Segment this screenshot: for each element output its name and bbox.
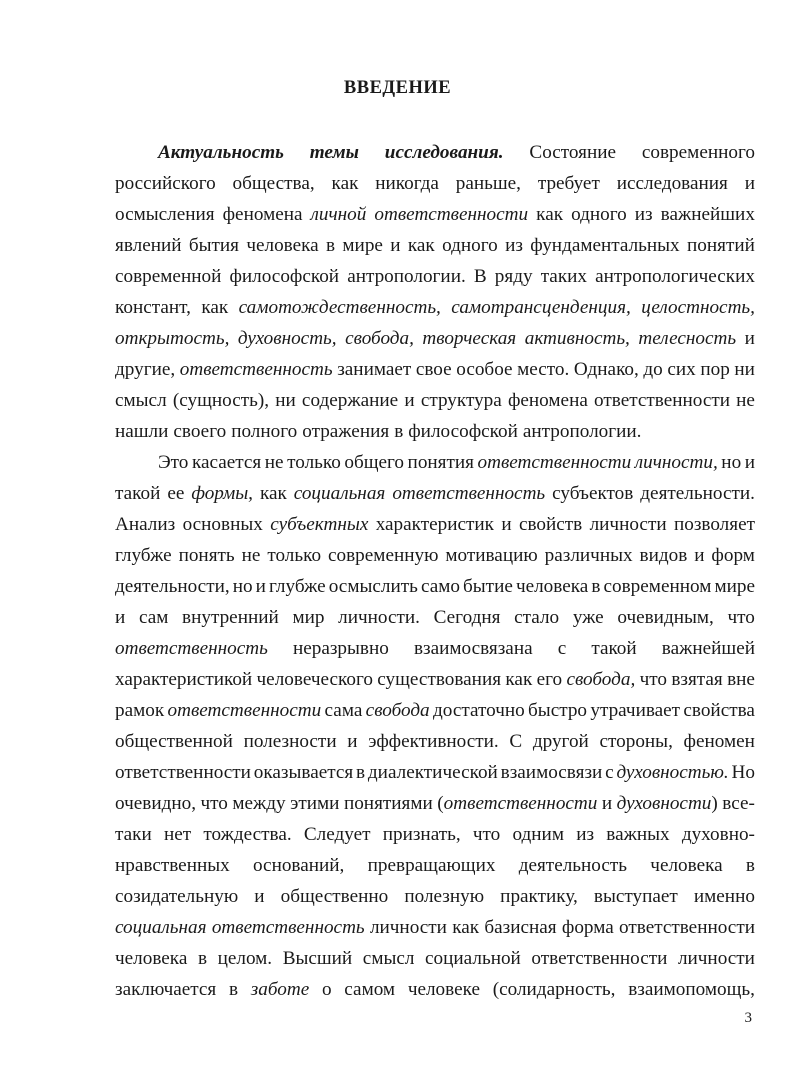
word: и bbox=[347, 731, 358, 752]
section-heading: ВВЕДЕНИЕ bbox=[343, 78, 452, 98]
word: деятельности. bbox=[640, 483, 755, 504]
word: духовно- bbox=[681, 824, 755, 845]
word: сам bbox=[138, 607, 169, 628]
emphasis-word: заботе bbox=[250, 979, 310, 1000]
word: антропологии. bbox=[522, 421, 642, 442]
word: внутренний bbox=[182, 607, 279, 628]
word: не bbox=[736, 390, 755, 411]
word: общественной bbox=[115, 731, 233, 752]
word: этими bbox=[290, 793, 340, 814]
word: что bbox=[727, 607, 755, 628]
word: с bbox=[605, 762, 614, 783]
word: в bbox=[591, 576, 601, 597]
emphasis-word: личности, bbox=[634, 452, 718, 473]
word: В bbox=[473, 266, 487, 287]
word: деятельность bbox=[518, 855, 628, 876]
text-line bbox=[115, 168, 755, 199]
word: полного bbox=[231, 421, 298, 442]
word: и bbox=[601, 793, 613, 814]
word: фундаментальных bbox=[530, 235, 680, 256]
word: человека bbox=[515, 576, 589, 597]
word: место. bbox=[517, 359, 570, 380]
text-line bbox=[115, 540, 755, 571]
word: бытия bbox=[188, 235, 239, 256]
emphasis-word: социальная bbox=[293, 483, 386, 504]
word: тождества. bbox=[203, 824, 292, 845]
word: человека bbox=[246, 235, 319, 256]
text-line bbox=[115, 323, 755, 354]
text-line bbox=[115, 385, 755, 416]
emphasis-word: духовностью. bbox=[616, 762, 729, 783]
emphasis-word: ответственности bbox=[477, 452, 632, 473]
word: важных bbox=[606, 824, 670, 845]
word: антропологии. bbox=[347, 266, 466, 287]
word: философской bbox=[229, 266, 340, 287]
word: форм bbox=[711, 545, 755, 566]
word: современной bbox=[115, 266, 222, 287]
emphasis-word: ответственности bbox=[167, 700, 322, 721]
word: современного bbox=[641, 142, 755, 163]
word: в bbox=[745, 855, 755, 876]
word: рамок bbox=[115, 700, 165, 721]
text-line bbox=[115, 416, 755, 447]
word: Но bbox=[731, 762, 755, 783]
text-line bbox=[115, 819, 755, 850]
word: бытие bbox=[463, 576, 513, 597]
word: между bbox=[232, 793, 286, 814]
emphasis-word: духовность, bbox=[237, 328, 337, 349]
word: и bbox=[744, 328, 755, 349]
word: сама bbox=[324, 700, 363, 721]
word: ни bbox=[734, 359, 755, 380]
word: осмысления bbox=[115, 204, 215, 225]
word: как bbox=[536, 204, 564, 225]
word: (сущность), bbox=[172, 390, 270, 411]
word: что bbox=[200, 793, 228, 814]
word: его bbox=[536, 669, 563, 690]
word: личности bbox=[589, 514, 667, 535]
word: важнейшей bbox=[661, 638, 755, 659]
word: феномена bbox=[222, 204, 303, 225]
word: но bbox=[232, 576, 253, 597]
word: ответственности bbox=[594, 390, 730, 411]
word: о bbox=[321, 979, 332, 1000]
emphasis-word: свобода, bbox=[566, 669, 636, 690]
text-line bbox=[115, 788, 755, 819]
word: мир bbox=[292, 607, 325, 628]
word: стороны, bbox=[599, 731, 673, 752]
word: касается bbox=[191, 452, 262, 473]
word: характеристикой bbox=[115, 669, 253, 690]
word: именно bbox=[693, 886, 755, 907]
emphasis-word: духовности bbox=[616, 793, 712, 814]
word: Однако, bbox=[573, 359, 639, 380]
text-line bbox=[115, 509, 755, 540]
word: общего bbox=[344, 452, 405, 473]
word: не bbox=[264, 452, 284, 473]
word: свойств bbox=[518, 514, 583, 535]
text-line bbox=[115, 726, 755, 757]
emphasis-word: целостность, bbox=[641, 297, 755, 318]
word-group bbox=[437, 788, 597, 819]
word: общественно bbox=[280, 886, 389, 907]
word: практику, bbox=[500, 886, 578, 907]
word: Состояние bbox=[529, 142, 617, 163]
word: констант, bbox=[115, 297, 191, 318]
text-line bbox=[115, 912, 755, 943]
word: ( bbox=[437, 793, 444, 814]
word: нравственных bbox=[115, 855, 230, 876]
word: субъектов bbox=[552, 483, 634, 504]
text-line bbox=[115, 230, 755, 261]
word: диалектической bbox=[367, 762, 498, 783]
word: важнейших bbox=[660, 204, 755, 225]
word: что bbox=[639, 669, 667, 690]
word: признать, bbox=[382, 824, 461, 845]
word: в bbox=[197, 948, 207, 969]
word: личности. bbox=[338, 607, 420, 628]
word: с bbox=[557, 638, 567, 659]
emphasis-word: субъектных bbox=[270, 514, 369, 535]
word: смысл bbox=[362, 948, 415, 969]
word: базисная bbox=[484, 917, 557, 938]
word: явлений bbox=[115, 235, 182, 256]
emphasis-word: ответственность bbox=[392, 483, 546, 504]
text-line bbox=[115, 664, 755, 695]
word: ответственности bbox=[115, 762, 251, 783]
word: ее bbox=[167, 483, 185, 504]
word: утрачивает bbox=[590, 700, 681, 721]
text-line bbox=[115, 199, 755, 230]
word: только bbox=[287, 452, 341, 473]
word: взаимосвязана bbox=[413, 638, 533, 659]
word: характеристик bbox=[375, 514, 494, 535]
word: никогда bbox=[375, 173, 439, 194]
word: в bbox=[326, 235, 336, 256]
emphasis-word: самотождественность, bbox=[238, 297, 441, 318]
word: позволяет bbox=[673, 514, 755, 535]
emphasis-word: социальная bbox=[115, 917, 207, 938]
word: и bbox=[254, 886, 265, 907]
word: ) bbox=[711, 793, 718, 814]
text-line bbox=[115, 633, 755, 664]
word: Анализ bbox=[115, 514, 176, 535]
word: отражения bbox=[302, 421, 390, 442]
word: не bbox=[241, 545, 261, 566]
word: человеке bbox=[407, 979, 480, 1000]
word: другие, bbox=[115, 359, 176, 380]
word: исследования bbox=[616, 173, 728, 194]
word: занимает bbox=[337, 359, 412, 380]
word: социальной bbox=[425, 948, 521, 969]
word: философской bbox=[408, 421, 518, 442]
emphasis-word: личной bbox=[310, 204, 367, 225]
emphasis-word: открытость, bbox=[115, 328, 230, 349]
word: как bbox=[505, 669, 533, 690]
word: взятая bbox=[671, 669, 723, 690]
word: существования bbox=[377, 669, 502, 690]
word: такой bbox=[591, 638, 637, 659]
word: созидательную bbox=[115, 886, 239, 907]
word: как bbox=[201, 297, 229, 318]
word: сих bbox=[667, 359, 696, 380]
word: С bbox=[509, 731, 523, 752]
word: превращающих bbox=[367, 855, 496, 876]
text-line bbox=[115, 292, 755, 323]
text-line bbox=[115, 478, 755, 509]
word: различных bbox=[544, 545, 633, 566]
text-line bbox=[115, 137, 755, 168]
word: другой bbox=[532, 731, 589, 752]
word: человека bbox=[115, 948, 188, 969]
word: заключается bbox=[115, 979, 217, 1000]
word: вне bbox=[727, 669, 755, 690]
text-line bbox=[115, 974, 755, 1005]
word: человека bbox=[650, 855, 723, 876]
word: как bbox=[407, 235, 435, 256]
emphasis-word: ответственности bbox=[443, 793, 598, 814]
word: феномена bbox=[507, 390, 588, 411]
word: ответственности bbox=[619, 917, 755, 938]
word: и bbox=[115, 607, 126, 628]
word: личности bbox=[677, 948, 755, 969]
word: очевидным, bbox=[617, 607, 714, 628]
word: понятиями bbox=[343, 793, 433, 814]
word: само bbox=[420, 576, 460, 597]
word: содержание bbox=[301, 390, 399, 411]
text-line bbox=[115, 354, 755, 385]
emphasis-word: формы, bbox=[191, 483, 253, 504]
word: из bbox=[634, 204, 653, 225]
word: одного bbox=[571, 204, 627, 225]
word: и bbox=[744, 452, 755, 473]
emphasis-word: свобода bbox=[365, 700, 430, 721]
word: таких bbox=[540, 266, 588, 287]
word: мире bbox=[714, 576, 755, 597]
text-line bbox=[115, 695, 755, 726]
word: антропологических bbox=[595, 266, 755, 287]
word: видов bbox=[639, 545, 688, 566]
word: неразрывно bbox=[292, 638, 389, 659]
word: ответственности bbox=[531, 948, 668, 969]
word: очевидно, bbox=[115, 793, 197, 814]
word: как bbox=[452, 917, 480, 938]
word: глубже bbox=[115, 545, 172, 566]
word: в bbox=[356, 762, 366, 783]
word: пор bbox=[700, 359, 730, 380]
word: раньше, bbox=[455, 173, 521, 194]
word: и bbox=[744, 173, 755, 194]
emphasis-word: ответственность bbox=[115, 638, 268, 659]
word: как bbox=[331, 173, 359, 194]
emphasis-word: ответственность bbox=[211, 917, 365, 938]
word: мотивацию bbox=[445, 545, 538, 566]
text-line bbox=[115, 602, 755, 633]
body-text bbox=[115, 137, 755, 1005]
word: понять bbox=[178, 545, 235, 566]
word: своего bbox=[173, 421, 227, 442]
emphasis-word: телесность bbox=[638, 328, 737, 349]
word: такой bbox=[115, 483, 161, 504]
text-line bbox=[115, 757, 755, 788]
page-number: 3 bbox=[744, 1010, 752, 1026]
text-line bbox=[115, 850, 755, 881]
word: феномен bbox=[683, 731, 755, 752]
emphasis-word: исследования. bbox=[384, 142, 504, 163]
word: личности bbox=[369, 917, 447, 938]
word: и bbox=[390, 235, 401, 256]
emphasis-word: темы bbox=[309, 142, 359, 163]
word: свойства bbox=[683, 700, 755, 721]
word: быстро bbox=[528, 700, 588, 721]
word: взаимосвязи bbox=[500, 762, 603, 783]
word: ни bbox=[275, 390, 296, 411]
word: деятельности, bbox=[115, 576, 230, 597]
word: Это bbox=[158, 452, 189, 473]
word: и bbox=[694, 545, 705, 566]
word: оказывается bbox=[253, 762, 354, 783]
word: ряду bbox=[494, 266, 533, 287]
word: осмыслить bbox=[328, 576, 418, 597]
word: до bbox=[643, 359, 663, 380]
word: форма bbox=[561, 917, 614, 938]
word: полезную bbox=[404, 886, 485, 907]
word: (солидарность, bbox=[492, 979, 616, 1000]
word: что bbox=[472, 824, 501, 845]
word: свое bbox=[415, 359, 452, 380]
word: взаимопомощь, bbox=[628, 979, 755, 1000]
word-group bbox=[617, 788, 718, 819]
word: и bbox=[501, 514, 512, 535]
word: смысл bbox=[115, 390, 167, 411]
text-line bbox=[115, 447, 755, 478]
word: и bbox=[255, 576, 266, 597]
word: таки bbox=[115, 824, 152, 845]
word: современном bbox=[603, 576, 712, 597]
word: целом. bbox=[217, 948, 273, 969]
emphasis-word: активность, bbox=[524, 328, 630, 349]
word: Следует bbox=[303, 824, 371, 845]
word: в bbox=[228, 979, 239, 1000]
word: мире bbox=[342, 235, 383, 256]
word: в bbox=[394, 421, 404, 442]
word: Высший bbox=[282, 948, 353, 969]
word: общества, bbox=[232, 173, 315, 194]
text-line bbox=[115, 261, 755, 292]
text-line bbox=[115, 881, 755, 912]
word: нет bbox=[163, 824, 192, 845]
word: особое bbox=[456, 359, 513, 380]
word: российского bbox=[115, 173, 216, 194]
word: уже bbox=[572, 607, 604, 628]
word: только bbox=[267, 545, 322, 566]
word: человеческого bbox=[256, 669, 373, 690]
word: Сегодня bbox=[433, 607, 501, 628]
word: выступает bbox=[593, 886, 678, 907]
word: современную bbox=[328, 545, 439, 566]
word: но bbox=[721, 452, 742, 473]
word: как bbox=[259, 483, 287, 504]
word: полезности bbox=[243, 731, 337, 752]
word: из bbox=[576, 824, 595, 845]
text-line bbox=[115, 571, 755, 602]
word: достаточно bbox=[432, 700, 525, 721]
word: глубже bbox=[269, 576, 326, 597]
word: стало bbox=[514, 607, 560, 628]
word: нашли bbox=[115, 421, 169, 442]
emphasis-word: творческая bbox=[422, 328, 517, 349]
word: требует bbox=[537, 173, 600, 194]
text-line bbox=[115, 943, 755, 974]
word: оснований, bbox=[252, 855, 345, 876]
word: основных bbox=[182, 514, 263, 535]
word: эффективности. bbox=[368, 731, 499, 752]
emphasis-word: самотрансценденция, bbox=[451, 297, 631, 318]
emphasis-word: ответственности bbox=[374, 204, 529, 225]
emphasis-word: Актуальность bbox=[158, 142, 284, 163]
word: одним bbox=[512, 824, 564, 845]
word: понятий bbox=[686, 235, 755, 256]
word: из bbox=[505, 235, 523, 256]
word: одного bbox=[442, 235, 498, 256]
emphasis-word: свобода, bbox=[345, 328, 414, 349]
word: структура bbox=[420, 390, 502, 411]
emphasis-word: ответственность bbox=[179, 359, 333, 380]
word: и bbox=[404, 390, 415, 411]
word: понятия bbox=[407, 452, 474, 473]
word: все- bbox=[722, 793, 755, 814]
word: самом bbox=[344, 979, 396, 1000]
